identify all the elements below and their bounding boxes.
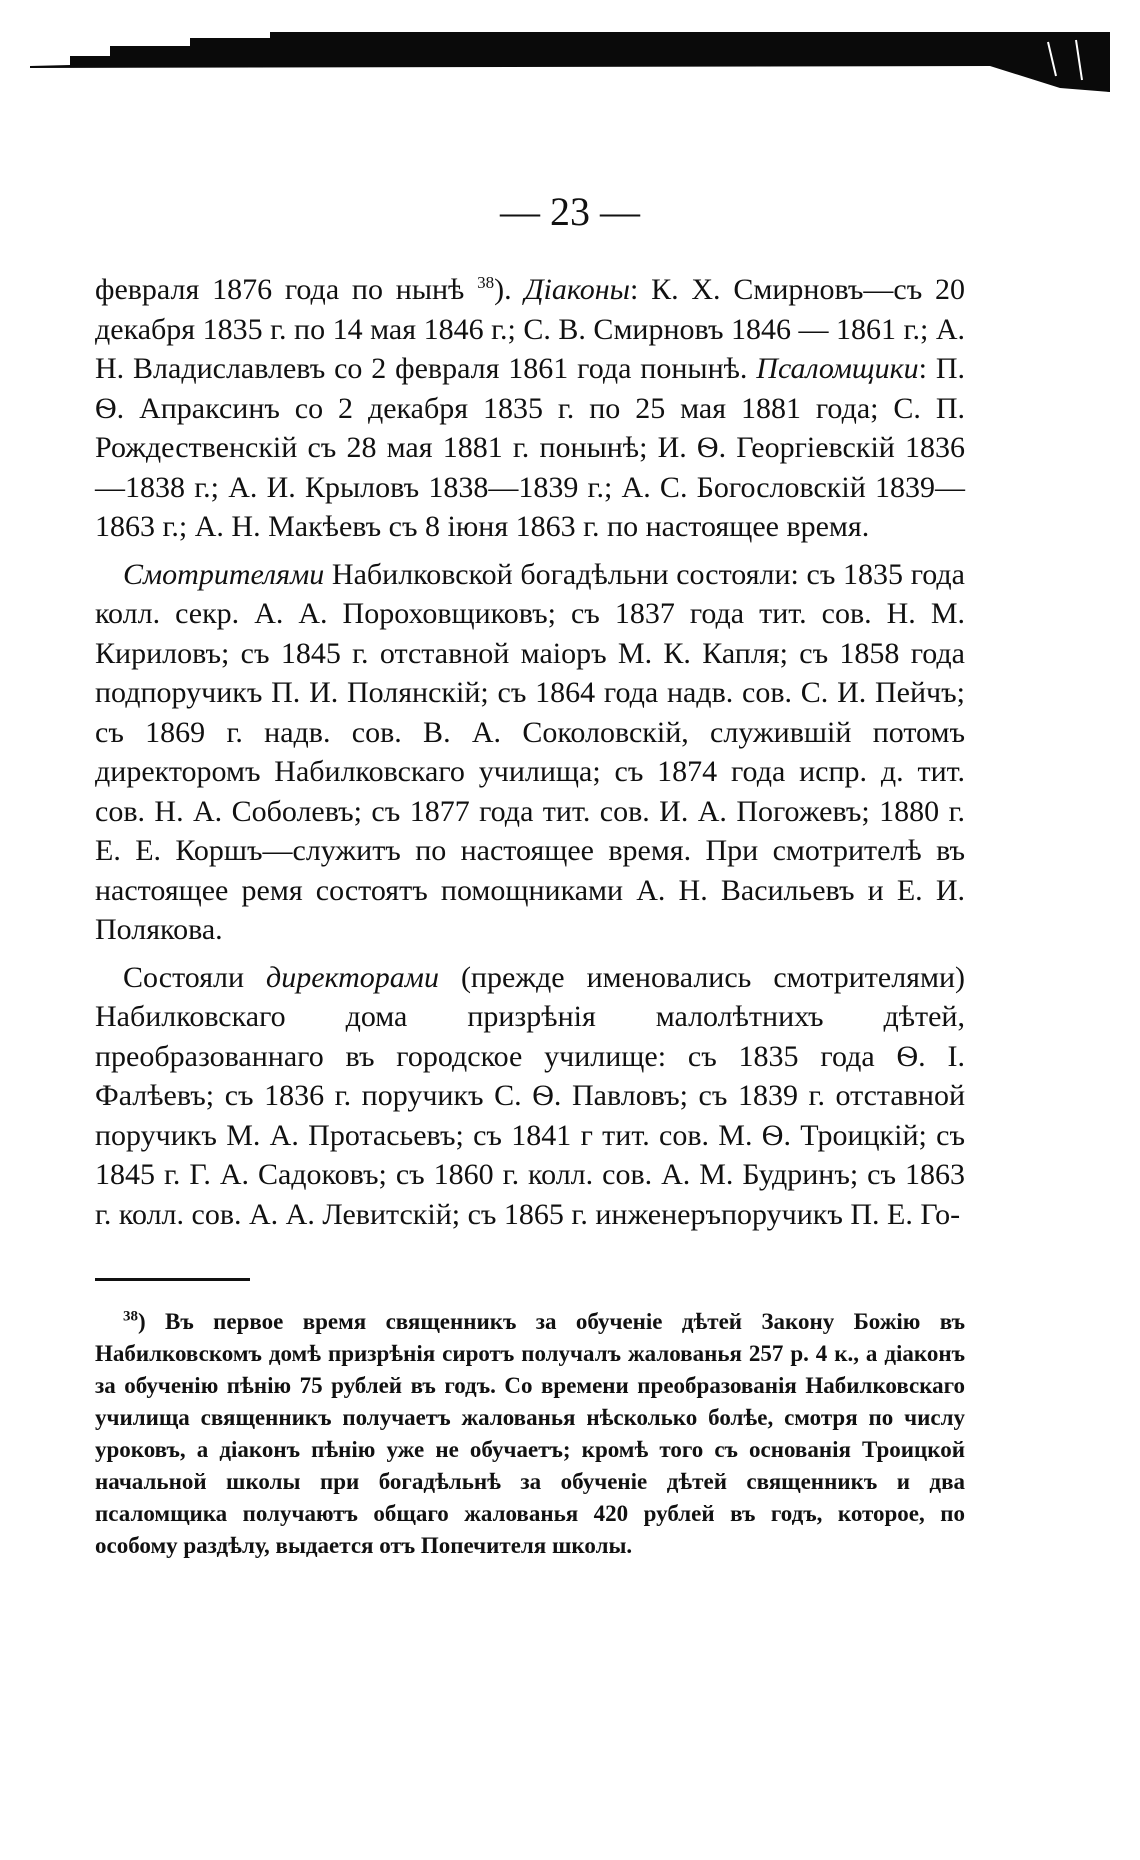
text-run: февраля 1876 года по нынѣ (95, 273, 478, 306)
label-psalmists: Псаломщики (756, 352, 919, 385)
main-text (95, 270, 965, 1234)
footnote (95, 1306, 965, 1562)
top-scan-edge-bar (30, 32, 1110, 92)
page-number: — 23 — (500, 189, 640, 234)
paragraph-clergy (95, 270, 965, 547)
text-run: ). (494, 273, 525, 306)
paragraph-overseers (95, 555, 965, 950)
footnote-paragraph (95, 1306, 965, 1562)
label-deacons: Діаконы (524, 273, 630, 306)
text-run: (прежде именовались смотрителями) Набилковскаго дома призрѣнія малолѣтнихъ дѣтей, преобразованнаго въ городское училище: съ 1835 года Ѳ. І. Фалѣевъ; съ 1836 г. поручикъ С. Ѳ. Павловъ; съ 1839 г. отставной поручикъ М. А. Протасьевъ; съ 1841 г тит. сов. М. Ѳ. Троицкій; съ 1845 г. Г. А. Садоковъ; съ 1860 г. колл. сов. А. М. Будринъ; съ 1863 г. колл. сов. А. А. Левитскій; съ 1865 г. инженеръпоручикъ П. Е. Го- (95, 960, 965, 1231)
paragraph-directors (95, 958, 965, 1235)
footnote-mark: 38 (123, 1308, 138, 1325)
text-run: : К. Х. Смирновъ—съ 20 декабря 1835 г. по 14 мая 1846 г.; С. В. Смирновъ 1846 — 1861 г.; А. Н. Владиславлевъ со 2 февраля 1861 года понынѣ. (95, 273, 966, 385)
label-directors: директорами (266, 960, 439, 994)
footnote-text: ) Въ первое время священникъ за обученіе дѣтей Закону Божію въ Набилковскомъ домѣ призрѣнія сиротъ получалъ жалованья 257 р. 4 к., а діаконъ за обученію пѣнію 75 рублей въ годъ. Со времени преобразованія Набилковскаго училища священникъ получаетъ жалованья нѣсколько болѣе, смотря по числу уроковъ, а діаконъ пѣнію уже не обучаетъ; кромѣ того съ основанія Троицкой начальной школы при богадѣльнѣ за обученіе дѣтей священникъ и два псаломщика получаютъ общаго жалованья 420 рублей въ годъ, которое, по особому раздѣлу, выдается отъ Попечителя школы. (95, 1309, 965, 1558)
text-run: Набилковской богадѣльни состояли: съ 1835 года колл. секр. А. А. Пороховщиковъ; съ 1837 года тит. сов. Н. М. Кириловъ; съ 1845 г. отставной маіоръ М. К. Капля; съ 1858 года подпоручикъ П. И. Полянскій; съ 1864 года надв. сов. С. И. Пейчъ; съ 1869 г. надв. сов. В. А. Соколовскій, служившій потомъ директоромъ Набилковскаго училища; съ 1874 года испр. д. тит. сов. Н. А. Соболевъ; съ 1877 года тит. сов. И. А. Погожевъ; 1880 г. Е. Е. Коршъ—служитъ по настоящее время. При смотрителѣ въ настоящее ремя состоятъ помощниками А. Н. Васильевъ и Е. И. Полякова. (95, 557, 965, 946)
text-run: Состояли (123, 960, 267, 994)
text-run: : П. Ѳ. Апраксинъ со 2 декабря 1835 г. по 25 мая 1881 года; С. П. Рождественскій съ 28 мая 1881 г. понынѣ; И. Ѳ. Георгіевскій 1836—1838 г.; А. И. Крыловъ 1838—1839 г.; А. С. Богословскій 1839—1863 г.; А. Н. Макѣевъ съ 8 іюня 1863 г. по настоящее время. (95, 352, 965, 543)
footnote-divider (95, 1278, 250, 1281)
label-overseers: Смотрителями (123, 557, 325, 591)
footnote-reference: 38 (477, 273, 495, 292)
